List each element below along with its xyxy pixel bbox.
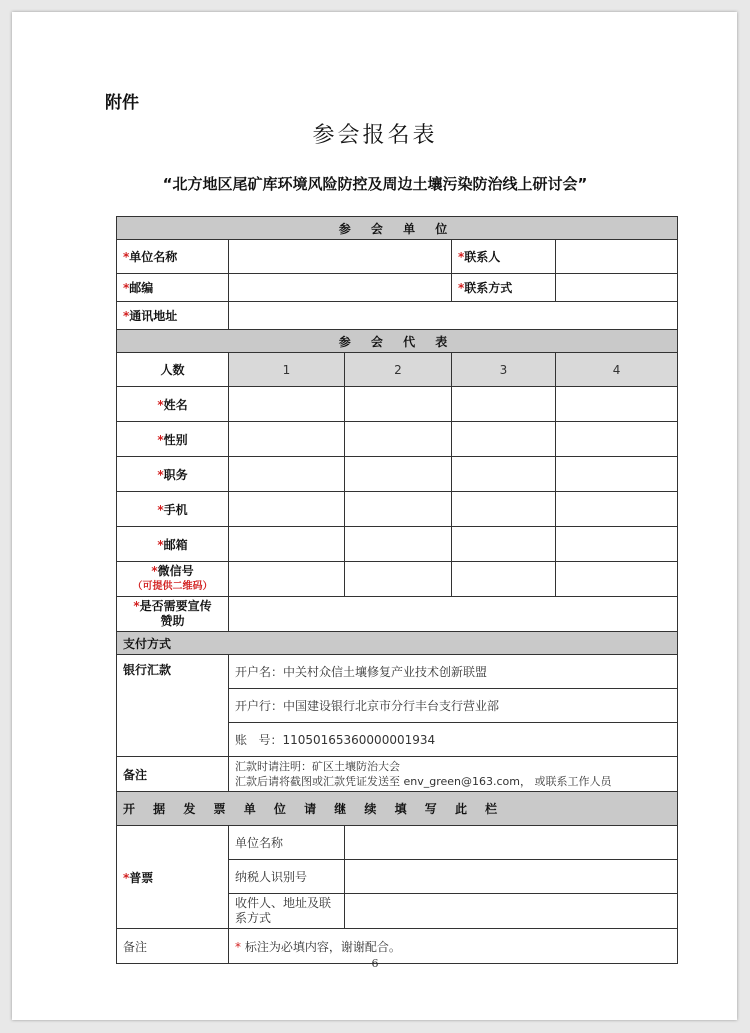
rep-email-field[interactable] xyxy=(229,527,345,562)
rep-name-label: *姓名 xyxy=(117,387,229,422)
rep-position-field[interactable] xyxy=(345,457,452,492)
address-label: *通讯地址 xyxy=(117,302,229,330)
publicity-sponsor-field[interactable] xyxy=(229,597,678,632)
invoice-unit-name-label: 单位名称 xyxy=(229,826,345,860)
attachment-label: 附件 xyxy=(105,93,139,113)
form-title: 参会报名表 xyxy=(312,123,438,148)
rep-email-label: *邮箱 xyxy=(117,527,229,562)
contact-method-field[interactable] xyxy=(556,274,678,302)
payment-remark-label: 备注 xyxy=(117,757,229,792)
zip-label: *邮编 xyxy=(117,274,229,302)
required-star: * xyxy=(157,397,164,412)
unit-name-label: *单位名称 xyxy=(117,240,229,274)
rep-wechat-label: *微信号 （可提供二维码） xyxy=(117,562,229,597)
account-number-text: 账 号：11050165360000001934 xyxy=(229,723,678,757)
recipient-field[interactable] xyxy=(345,894,678,929)
rep-mobile-field[interactable] xyxy=(556,492,678,527)
taxpayer-id-field[interactable] xyxy=(345,860,678,894)
required-star: * xyxy=(123,309,130,323)
rep-column-4: 4 xyxy=(556,353,678,387)
required-star: * xyxy=(157,537,164,552)
rep-email-field[interactable] xyxy=(452,527,556,562)
registration-form-table xyxy=(116,216,678,964)
invoice-unit-name-field[interactable] xyxy=(345,826,678,860)
rep-name-field[interactable] xyxy=(229,387,345,422)
rep-mobile-field[interactable] xyxy=(345,492,452,527)
rep-mobile-field[interactable] xyxy=(229,492,345,527)
normal-invoice-label: *普票 xyxy=(117,826,229,929)
required-star: * xyxy=(123,250,130,264)
unit-name-field[interactable] xyxy=(229,240,452,274)
payment-remark-text: 汇款时请注明：矿区土壤防治大会 汇款后请将截图或汇款凭证发送至 env_green@163.com， 或联系工作人员 xyxy=(229,757,678,792)
footer-remark-text: * 标注为必填内容，谢谢配合。 xyxy=(229,929,678,964)
address-field[interactable] xyxy=(229,302,678,330)
rep-column-2: 2 xyxy=(345,353,452,387)
section-representatives-header: 参 会 代 表 xyxy=(117,330,678,353)
required-star: * xyxy=(235,939,241,954)
required-star: * xyxy=(133,599,140,613)
section-unit-header: 参 会 单 位 xyxy=(117,217,678,240)
required-star: * xyxy=(458,250,465,264)
rep-gender-field[interactable] xyxy=(452,422,556,457)
rep-position-field[interactable] xyxy=(229,457,345,492)
rep-wechat-field[interactable] xyxy=(556,562,678,597)
rep-position-label: *职务 xyxy=(117,457,229,492)
rep-email-field[interactable] xyxy=(556,527,678,562)
section-payment-header: 支付方式 xyxy=(117,632,678,655)
footer-remark-label: 备注 xyxy=(117,929,229,964)
rep-gender-label: *性别 xyxy=(117,422,229,457)
rep-gender-field[interactable] xyxy=(345,422,452,457)
required-star: * xyxy=(123,870,130,885)
required-star: * xyxy=(123,281,130,295)
rep-column-1: 1 xyxy=(229,353,345,387)
rep-column-3: 3 xyxy=(452,353,556,387)
zip-field[interactable] xyxy=(229,274,452,302)
account-name-text: 开户名：中关村众信土壤修复产业技术创新联盟 xyxy=(229,655,678,689)
wechat-qr-note: （可提供二维码） xyxy=(132,581,213,592)
page-number: 6 xyxy=(371,957,379,970)
bank-transfer-label: 银行汇款 xyxy=(117,655,229,757)
required-star: * xyxy=(157,467,164,482)
rep-position-field[interactable] xyxy=(556,457,678,492)
rep-name-field[interactable] xyxy=(452,387,556,422)
required-star: * xyxy=(458,281,465,295)
recipient-label: 收件人、地址及联系方式 xyxy=(229,894,345,929)
form-subtitle: “北方地区尾矿库环境风险防控及周边土壤污染防治线上研讨会” xyxy=(162,175,588,193)
publicity-sponsor-label: *是否需要宣传 赞助 xyxy=(117,597,229,632)
taxpayer-id-label: 纳税人识别号 xyxy=(229,860,345,894)
contact-method-label: *联系方式 xyxy=(452,274,556,302)
contact-person-label: *联系人 xyxy=(452,240,556,274)
rep-wechat-field[interactable] xyxy=(229,562,345,597)
required-star: * xyxy=(157,502,164,517)
rep-email-field[interactable] xyxy=(345,527,452,562)
section-invoice-header: 开 据 发 票 单 位 请 继 续 填 写 此 栏 xyxy=(117,792,678,826)
rep-position-field[interactable] xyxy=(452,457,556,492)
rep-wechat-field[interactable] xyxy=(452,562,556,597)
required-star: * xyxy=(151,564,158,578)
rep-mobile-field[interactable] xyxy=(452,492,556,527)
bank-name-text: 开户行：中国建设银行北京市分行丰台支行营业部 xyxy=(229,689,678,723)
rep-wechat-field[interactable] xyxy=(345,562,452,597)
required-star: * xyxy=(157,432,164,447)
rep-name-field[interactable] xyxy=(556,387,678,422)
rep-gender-field[interactable] xyxy=(556,422,678,457)
contact-person-field[interactable] xyxy=(556,240,678,274)
rep-mobile-label: *手机 xyxy=(117,492,229,527)
rep-gender-field[interactable] xyxy=(229,422,345,457)
headcount-label: 人数 xyxy=(117,353,229,387)
rep-name-field[interactable] xyxy=(345,387,452,422)
